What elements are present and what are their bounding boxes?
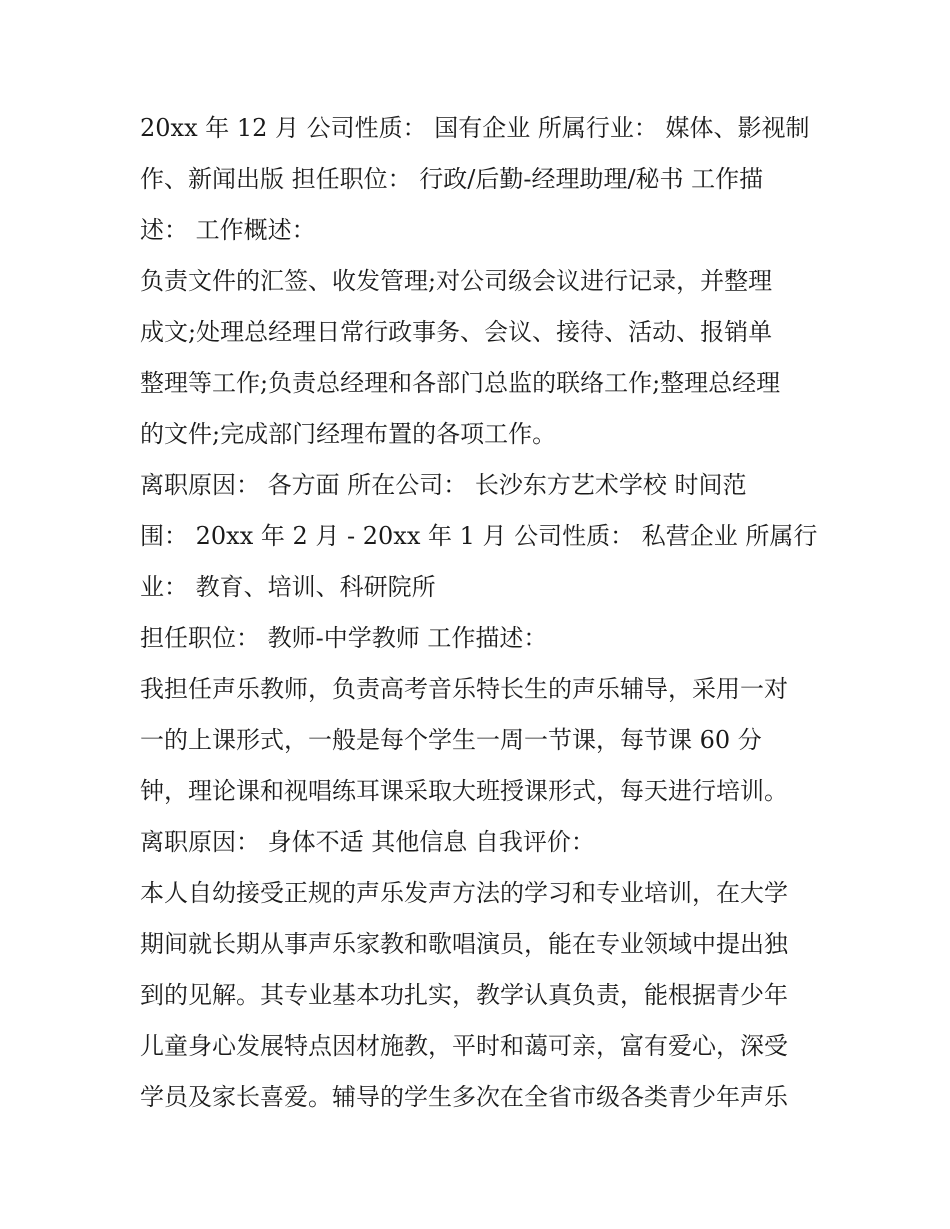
text-line: 整理等工作;负责总经理和各部门总监的联络工作;整理总经理 (140, 369, 781, 397)
text-line: 围： 20xx 年 2 月 - 20xx 年 1 月 公司性质： 私营企业 所属行 (140, 522, 818, 550)
text-line: 钟，理论课和视唱练耳课采取大班授课形式，每天进行培训。 (140, 777, 788, 805)
text-line: 本人自幼接受正规的声乐发声方法的学习和专业培训，在大学 (140, 879, 788, 907)
text-line: 我担任声乐教师，负责高考音乐特长生的声乐辅导，采用一对 (140, 675, 788, 703)
document-body (140, 103, 820, 1123)
text-line: 期间就长期从事声乐家教和歌唱演员，能在专业领域中提出独 (140, 930, 788, 958)
text-line: 担任职位： 教师-中学教师 工作描述： (140, 624, 548, 652)
text-line: 负责文件的汇签、收发管理;对公司级会议进行记录，并整理 (140, 267, 773, 295)
text-line: 到的见解。其专业基本功扎实，教学认真负责，能根据青少年 (140, 981, 788, 1009)
text-line: 成文;处理总经理日常行政事务、会议、接待、活动、报销单 (140, 318, 773, 346)
text-line: 学员及家长喜爱。辅导的学生多次在全省市级各类青少年声乐 (140, 1083, 788, 1111)
text-line: 业： 教育、培训、科研院所 (140, 573, 436, 601)
text-line: 离职原因： 身体不适 其他信息 自我评价： (140, 828, 595, 856)
text-line: 儿童身心发展特点因材施教，平时和蔼可亲，富有爱心，深受 (140, 1032, 788, 1060)
text-line: 离职原因： 各方面 所在公司： 长沙东方艺术学校 时间范 (140, 471, 747, 499)
text-line: 一的上课形式，一般是每个学生一周一节课，每节课 60 分 (140, 726, 762, 754)
text-line: 作、新闻出版 担任职位： 行政/后勤-经理助理/秘书 工作描 (140, 165, 764, 193)
text-line: 20xx 年 12 月 公司性质： 国有企业 所属行业： 媒体、影视制 (140, 114, 810, 142)
text-line: 的文件;完成部门经理布置的各项工作。 (140, 420, 557, 448)
text-line: 述： 工作概述： (140, 216, 316, 244)
